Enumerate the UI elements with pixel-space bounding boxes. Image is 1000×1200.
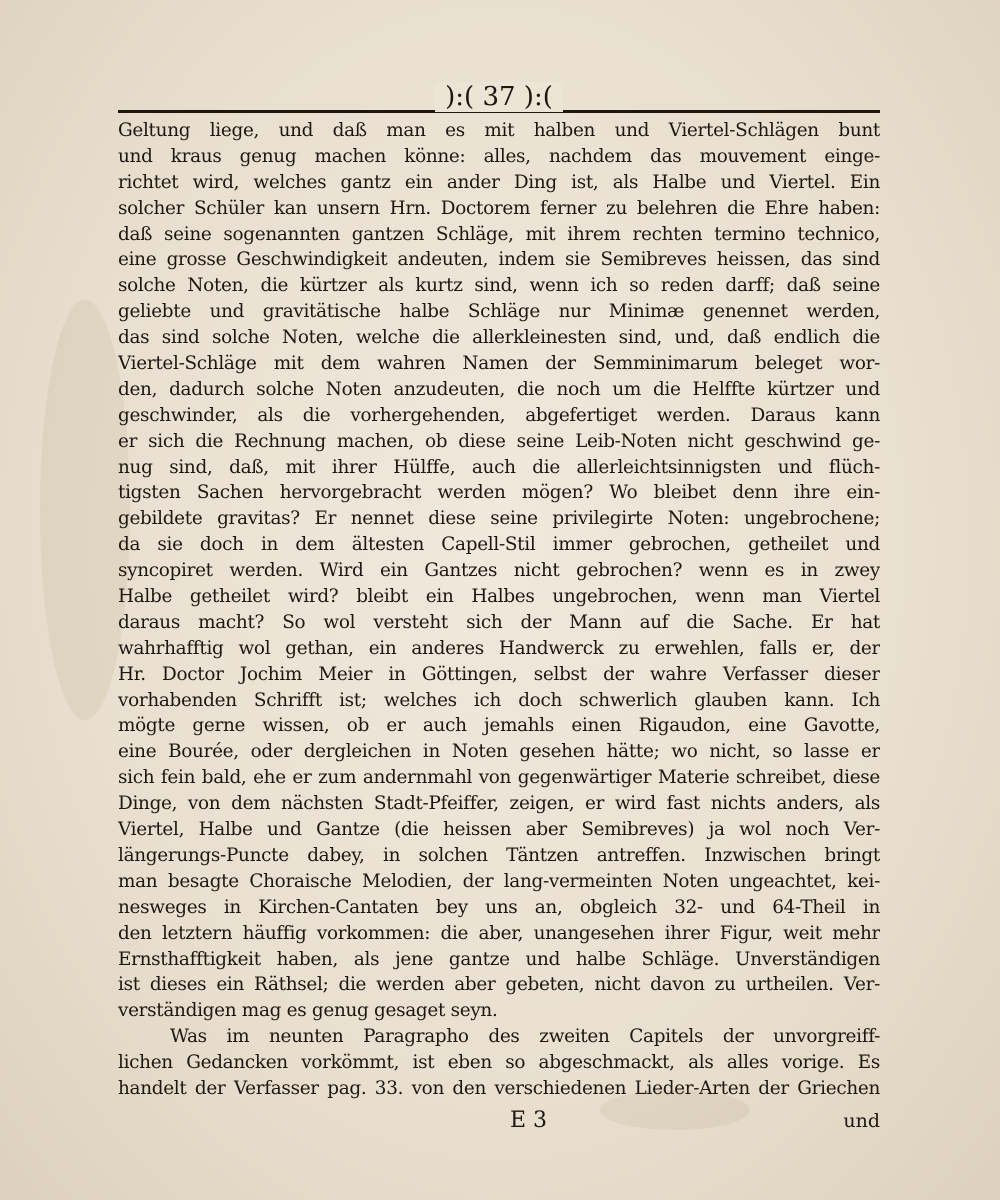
page-header bbox=[118, 82, 880, 116]
text-line: eine Bourée, oder dergleichen in Noten gesehen hätte; wo nicht, so lasse er bbox=[118, 741, 880, 763]
text-line: den letztern häuffig vorkommen: die aber, unangesehen ihrer Figur, weit mehr bbox=[118, 922, 880, 944]
text-line: Viertel, Halbe und Gantze (die heissen aber Semibreves) ja wol noch Ver- bbox=[118, 819, 880, 841]
text-line: Halbe getheilet wird? bleibt ein Halbes ungebrochen, wenn man Viertel bbox=[118, 586, 880, 608]
text-line: gebildete gravitas? Er nennet diese seine privilegirte Noten: ungebrochene; bbox=[118, 508, 880, 530]
text-line: wahrhafftig wol gethan, ein anderes Handwerck zu erwehlen, falls er, der bbox=[118, 637, 880, 659]
text-line: das sind solche Noten, welche die allerkleinesten sind, und, daß endlich die bbox=[118, 327, 880, 349]
catchword: und bbox=[843, 1110, 880, 1132]
page-number: ):( 37 ):( bbox=[435, 82, 563, 112]
paragraph-first-line: Was im neunten Paragrapho des zweiten Capitels der unvorgreiff- bbox=[170, 1026, 880, 1048]
text-line: solcher Schüler kan unsern Hrn. Doctorem ferner zu belehren die Ehre haben: bbox=[118, 197, 880, 219]
text-line: eine grosse Geschwindigkeit andeuten, indem sie Semibreves heissen, das sind bbox=[118, 249, 880, 271]
text-line: längerungs-Puncte dabey, in solchen Täntzen antreffen. Inzwischen bringt bbox=[118, 844, 880, 866]
text-line: richtet wird, welches gantz ein ander Ding ist, als Halbe und Viertel. Ein bbox=[118, 171, 880, 193]
paper-stain bbox=[40, 300, 130, 720]
text-line: nesweges in Kirchen-Cantaten bey uns an, obgleich 32- und 64-Theil in bbox=[118, 896, 880, 918]
text-line: syncopiret werden. Wird ein Gantzes nicht gebrochen? wenn es in zwey bbox=[118, 560, 880, 582]
signature-mark: E 3 bbox=[510, 1108, 548, 1133]
text-line: vorhabenden Schrifft ist; welches ich doch schwerlich glauben kann. Ich bbox=[118, 689, 880, 711]
text-line: den, dadurch solche Noten anzudeuten, die noch um die Helffte kürtzer und bbox=[118, 378, 880, 400]
text-line: mögte gerne wissen, ob er auch jemahls einen Rigaudon, eine Gavotte, bbox=[118, 715, 880, 737]
text-line: sich fein bald, ehe er zum andernmahl von gegenwärtiger Materie schreibet, diese bbox=[118, 767, 880, 789]
text-line: Geltung liege, und daß man es mit halben und Viertel-Schlägen bunt bbox=[118, 120, 880, 141]
text-line: solche Noten, die kürtzer als kurtz sind, wenn ich so reden darff; daß seine bbox=[118, 275, 880, 297]
text-line: daraus macht? So wol versteht sich der Mann auf die Sache. Er hat bbox=[118, 611, 880, 633]
page-footer bbox=[118, 1106, 880, 1136]
text-line: und kraus genug machen könne: alles, nachdem das mouvement einge- bbox=[118, 145, 880, 167]
page-body-text bbox=[118, 118, 880, 1102]
text-line: ist dieses ein Räthsel; die werden aber gebeten, nicht davon zu urtheilen. Ver- bbox=[118, 974, 880, 996]
text-line: tigsten Sachen hervorgebracht werden mögen? Wo bleibet denn ihre ein- bbox=[118, 482, 880, 504]
text-line: geschwinder, als die vorhergehenden, abgefertiget werden. Daraus kann bbox=[118, 404, 880, 426]
text-line: Dinge, von dem nächsten Stadt-Pfeiffer, zeigen, er wird fast nichts anders, als bbox=[118, 793, 880, 815]
text-line: Viertel-Schläge mit dem wahren Namen der Semminimarum beleget wor- bbox=[118, 353, 880, 375]
text-line: nug sind, daß, mit ihrer Hülffe, auch die allerleichtsinnigsten und flüch- bbox=[118, 456, 880, 478]
text-line: daß seine sogenannten gantzen Schläge, mit ihrem rechten termino technico, bbox=[118, 223, 880, 245]
text-line: geliebte und gravitätische halbe Schläge nur Minimæ genennet werden, bbox=[118, 301, 880, 323]
text-line: Hr. Doctor Jochim Meier in Göttingen, selbst der wahre Verfasser dieser bbox=[118, 663, 880, 685]
text-line: er sich die Rechnung machen, ob diese seine Leib-Noten nicht geschwind ge- bbox=[118, 430, 880, 452]
text-line: lichen Gedancken vorkömmt, ist eben so abgeschmackt, als alles vorige. Es bbox=[118, 1052, 880, 1074]
text-line: da sie doch in dem ältesten Capell-Stil immer gebrochen, getheilet und bbox=[118, 534, 880, 556]
text-line: Ernsthafftigkeit haben, als jene gantze und halbe Schläge. Unverständigen bbox=[118, 948, 880, 970]
paragraph-last-line: verständigen mag es genug gesaget seyn. bbox=[118, 1000, 498, 1022]
text-line: man besagte Choraische Melodien, der lang-vermeinten Noten ungeachtet, kei- bbox=[118, 870, 880, 892]
text-line: handelt der Verfasser pag. 33. von den verschiedenen Lieder-Arten der Griechen bbox=[118, 1077, 880, 1099]
